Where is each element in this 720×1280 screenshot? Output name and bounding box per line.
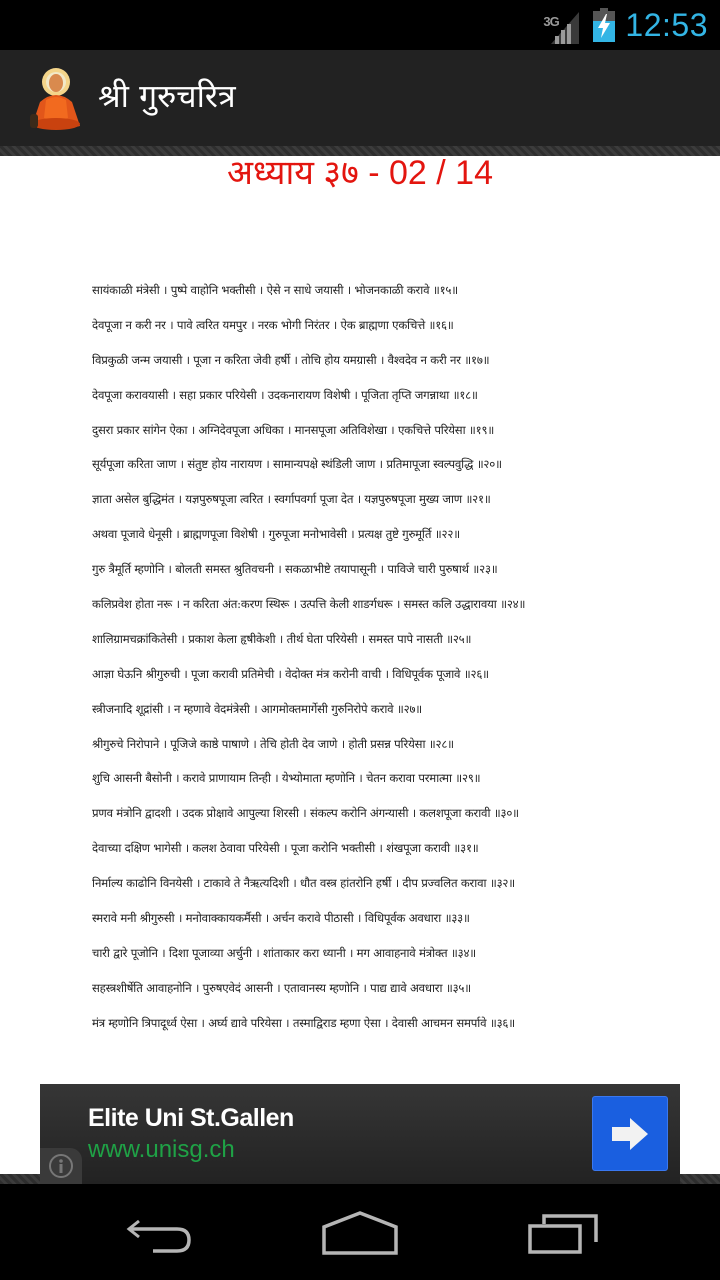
verse-line: सहस्त्रशीर्षेति आवाहनोनि । पुरुषएवेदं आसनी । एतावानस्य म्हणोनि । पाद्य द्यावे अवधारा ॥३५॥ [92, 980, 471, 995]
verse-line: गुरु त्रैमूर्ति म्हणोनि । बोलती समस्त श्रुतिवचनी । सकळाभीष्टे तयापासूनी । पाविजे चारी पुरुषार्थ ॥२३॥ [92, 562, 498, 577]
ad-url[interactable]: www.unisg.ch [88, 1136, 235, 1163]
verse-line: प्रणव मंत्रोनि द्वादशी । उदक प्रोक्षावे आपुल्या शिरसी । संकल्प करोनि अंगन्यासी । कलशपूजा करावी ॥३०॥ [92, 806, 519, 821]
verse-line: स्मरावे मनी श्रीगुरुसी । मनोवाक्कायकर्मैसी । अर्चन करावे पीठासी । विधिपूर्वक अवधारा ॥३३॥ [92, 911, 470, 926]
verse-line: देवाच्या दक्षिण भागेसी । कलश ठेवावा परियेसी । पूजा करोनि भक्तीसी । शंखपूजा करावी ॥३१॥ [92, 841, 479, 856]
verse-line: सूर्यपूजा करिता जाण । संतुष्ट होय नारायण । सामान्यपक्षे स्थंडिली जाण । प्रतिमापूजा स्वल्पवुद्धि ॥२०॥ [92, 457, 502, 472]
verse-line: निर्माल्य काढोनि विनयेसी । टाकावे ते नैऋत्यदिशी । धौत वस्त्र हांतरोनि हर्षी । दीप प्रज्वलित करावा ॥३२॥ [92, 876, 515, 891]
home-button[interactable] [320, 1208, 400, 1258]
action-bar-divider [0, 146, 720, 156]
app-title: श्री गुरुचरित्र [98, 77, 236, 115]
verse-line: देवपूजा करावयासी । सहा प्रकार परियेसी । उदकनारायण विशेषी । पूजिता तृप्ति जगन्नाथा ॥१८॥ [92, 387, 478, 402]
verse-line: आज्ञा घेऊनि श्रीगुरुची । पूजा करावी प्रतिमेची । वेदोक्त मंत्र करोनी वाची । विधिपूर्वक पूजावे ॥२६॥ [92, 666, 489, 681]
arrow-right-icon [610, 1116, 650, 1152]
verse-line: शालिग्रामचक्रांकितेसी । प्रकाश केला हृषीकेशी । तीर्थ घेता परियेसी । समस्त पापे नासती ॥२५॥ [92, 631, 472, 646]
navigation-bar [0, 1184, 720, 1280]
reader-content[interactable] [0, 156, 720, 1174]
verse-line: कलिप्रवेश होता नरू । न करिता अंत:करण स्थिरू । उत्पत्ति केली शाङर्गधरू । समस्त कलि उद्धारावया ॥२४॥ [92, 597, 526, 612]
chapter-header: अध्याय ३७ - 02 / 14 [226, 156, 493, 192]
clock: 12:53 [625, 6, 708, 43]
recent-apps-button[interactable] [524, 1208, 604, 1258]
ad-go-button[interactable] [592, 1096, 668, 1171]
verse-line: ज्ञाता असेल बुद्धिमंत । यज्ञपुरुषपूजा त्वरित । स्वर्गापवर्गा पूजा देत । यज्ञपुरुषपूजा मुख्य जाण ॥२१॥ [92, 492, 491, 507]
verse-line: स्त्रीजनादि शूद्रांसी । न म्हणावे वेदमंत्रेसी । आगमोक्तमार्गेसी गुरुनिरोपे करावे ॥२७॥ [92, 701, 423, 716]
verse-line: श्रीगुरुचे निरोपाने । पूजिजे काष्ठे पाषाणे । तेचि होती देव जाणे । होती प्रसन्न परियेसा ॥२८॥ [92, 736, 454, 751]
verse-line: विप्रकुळी जन्म जयासी । पूजा न करिता जेवी हर्षी । तोचि होय यमग्रासी । वैश्वदेव न करी नर ॥१७॥ [92, 352, 490, 367]
network-type: 3G [543, 14, 559, 29]
verse-line: सायंकाळी मंत्रेसी । पुष्पे वाहोनि भक्तीसी । ऐसे न साधे जयासी । भोजनकाळी करावे ॥१५॥ [92, 283, 458, 297]
signal-bars-icon [545, 6, 583, 44]
verse-list [92, 280, 652, 1048]
action-bar [0, 50, 720, 146]
info-icon[interactable] [40, 1148, 82, 1184]
ad-banner[interactable] [40, 1084, 680, 1184]
verse-line: मंत्र म्हणोनि त्रिपादूर्ध्व ऐसा । अर्घ्य द्यावे परियेसा । तस्माद्विराड म्हणा ऐसा । देवासी आचमन समर्पावे ॥३६॥ [92, 1015, 515, 1030]
verse-line: दुसरा प्रकार सांगेन ऐका । अग्निदेवपूजा अधिका । मानसपूजा अतिविशेखा । एकचित्ते परियेसा ॥१९॥ [92, 422, 495, 437]
back-button[interactable] [120, 1208, 200, 1258]
status-bar [0, 0, 720, 50]
verse-line: शुचि आसनी बैसोनी । करावे प्राणायाम तिन्ही । येभ्योमाता म्हणोनि । चेतन करावा परमात्मा ॥२९॥ [92, 771, 481, 786]
verse-line: अथवा पूजावे धेनूसी । ब्राह्मणपूजा विशेषी । गुरुपूजा मनोभावेसी । प्रत्यक्ष तुष्टे गुरुमूर्ति ॥२२॥ [92, 527, 460, 542]
recent-apps-icon [528, 1212, 600, 1254]
home-icon [322, 1211, 398, 1255]
verse-line: देवपूजा न करी नर । पावे त्वरित यमपुर । नरक भोगी निरंतर । ऐक ब्राह्मणा एकचित्ते ॥१६॥ [92, 317, 454, 332]
verse-line: चारी द्वारे पूजोनि । दिशा पूजाव्या अर्चुनी । शांताकार करा ध्यानी । मग आवाहनावे मंत्रोक्त ॥३४॥ [92, 945, 477, 960]
battery-charging-icon [593, 8, 615, 42]
ad-title[interactable]: Elite Uni St.Gallen [88, 1104, 294, 1132]
guru-portrait-icon[interactable] [26, 66, 86, 130]
back-icon [125, 1213, 195, 1253]
